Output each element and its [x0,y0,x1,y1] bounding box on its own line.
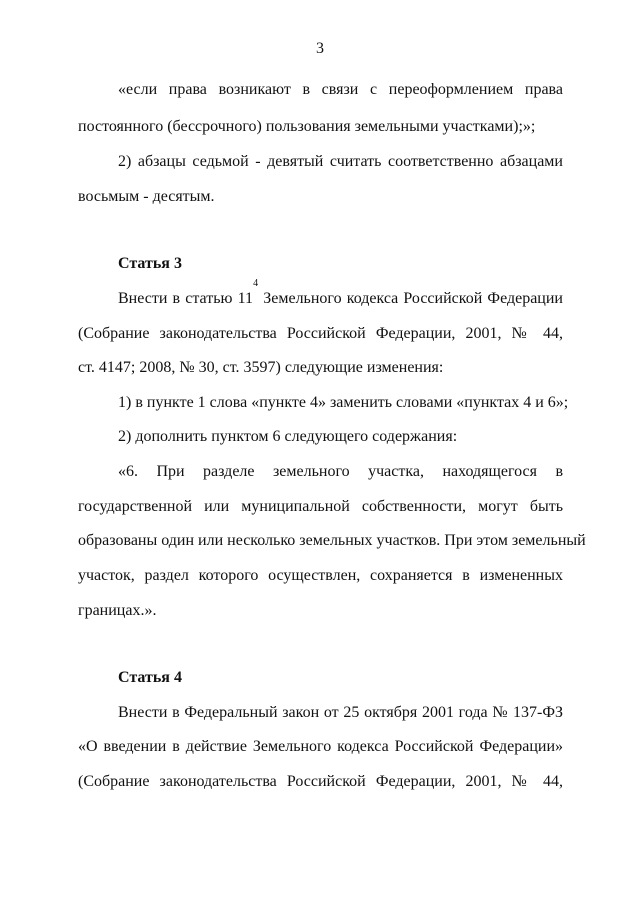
text-line: восьмым - десятым. [78,188,215,205]
page-number: 3 [316,40,324,57]
superscript: 4 [253,278,259,289]
article-heading-3: Статья 3 [118,255,182,272]
text-fragment: Земельного кодекса Российской Федерации [258,290,563,307]
text-line: «если права возникают в связи с переоформлением права [118,81,563,98]
text-line: 1) в пункте 1 слова «пункте 4» заменить словами «пунктах 4 и 6»; [118,394,569,411]
text-line: границах.». [78,602,157,619]
text-line: государственной или муниципальной собственности, могут быть [78,498,563,515]
text-line: образованы один или несколько земельных участков. При этом земельный [78,532,586,549]
text-line: (Собрание законодательства Российской Федерации, 2001, № 44, [78,325,563,342]
text-fragment: Внести в статью 11 [118,290,254,307]
text-line: 2) абзацы седьмой - девятый считать соответственно абзацами [118,153,563,170]
text-line: участок, раздел которого осуществлен, сохраняется в измененных [78,567,563,584]
text-line: «6. При разделе земельного участка, находящегося в [118,463,563,480]
text-line: ст. 4147; 2008, № 30, ст. 3597) следующие изменения: [78,359,444,376]
text-line: (Собрание законодательства Российской Федерации, 2001, № 44, [78,773,563,790]
text-line [118,278,563,309]
article-heading-4: Статья 4 [118,669,182,686]
text-line: Внести в Федеральный закон от 25 октября 2001 года № 137-ФЗ [118,704,563,721]
text-line: 2) дополнить пунктом 6 следующего содержания: [118,428,458,445]
text-line: постоянного (бессрочного) пользования земельными участками);»; [78,118,536,135]
text-line: «О введении в действие Земельного кодекса Российской Федерации» [78,738,563,755]
